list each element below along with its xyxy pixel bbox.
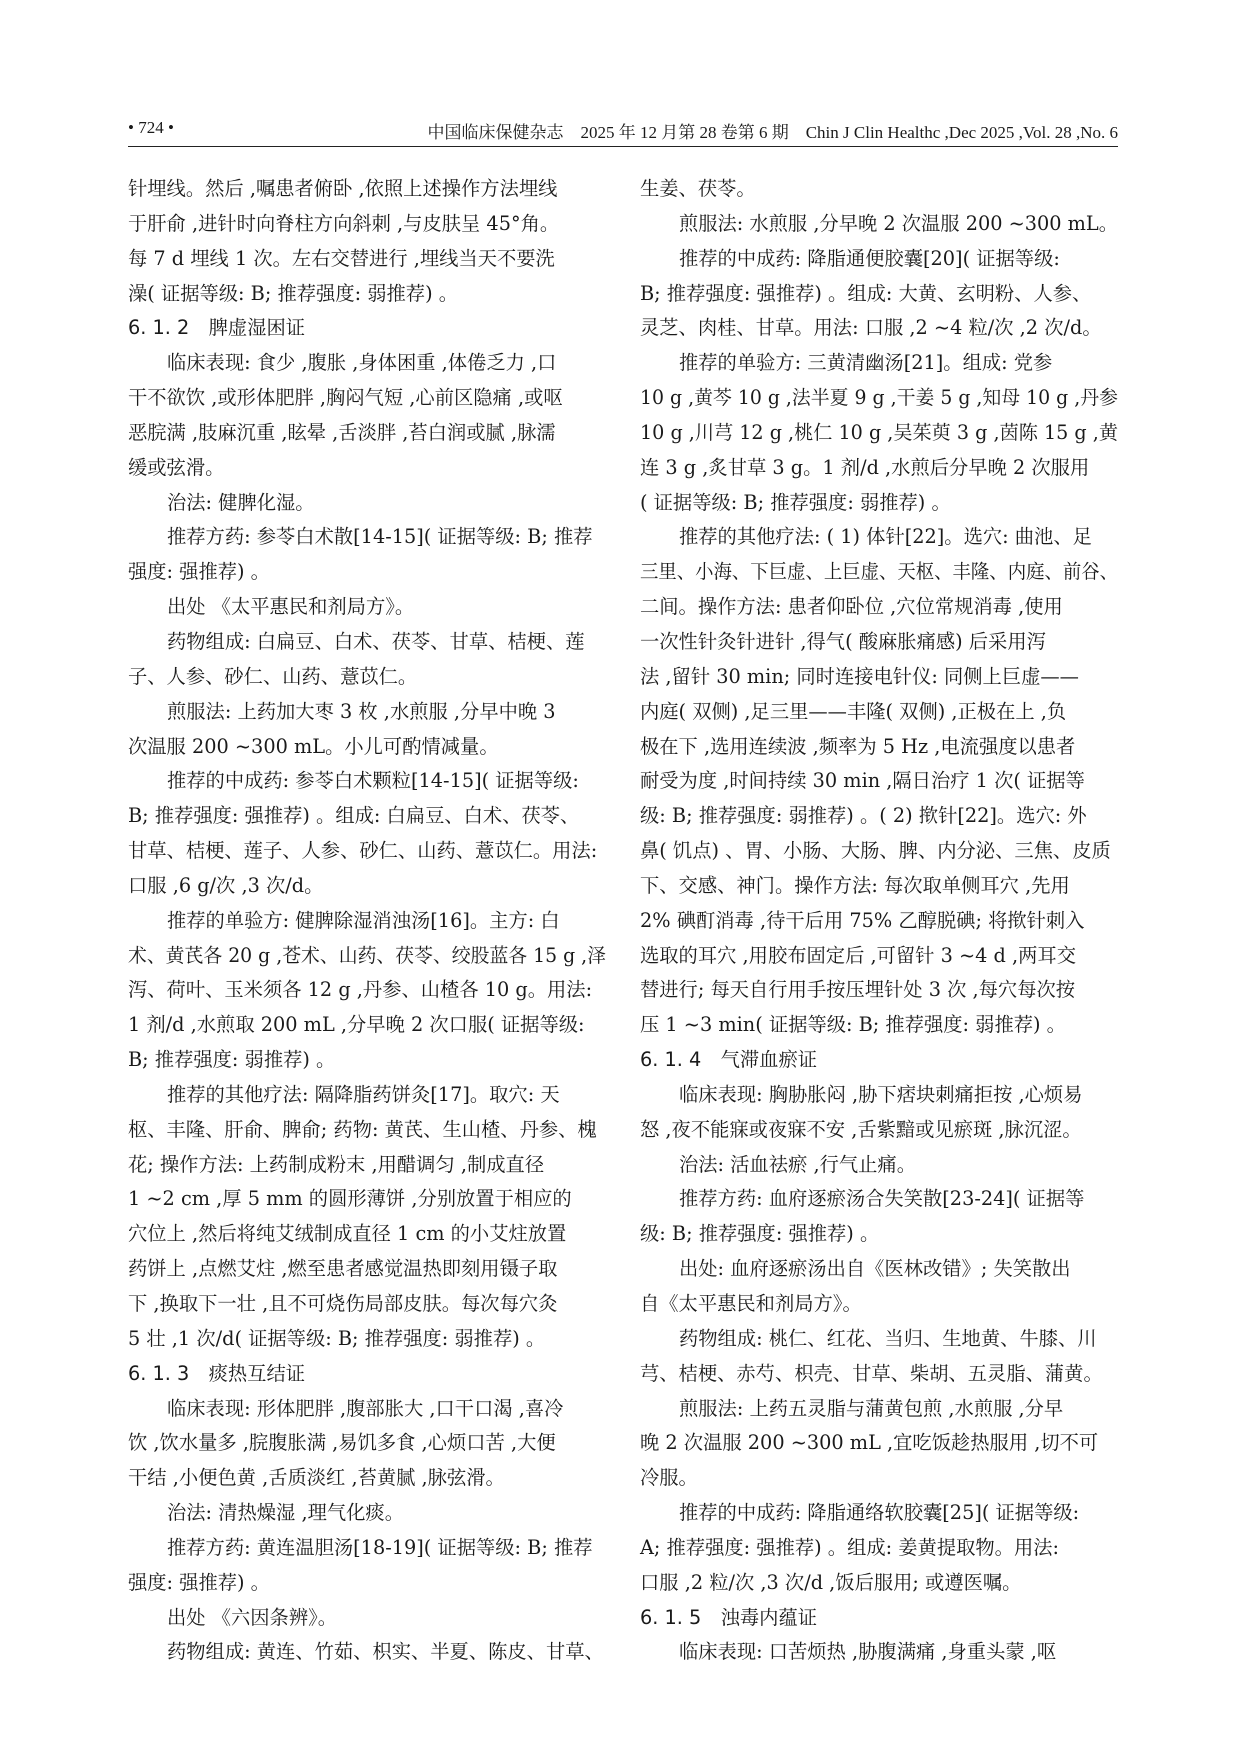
text-line: 临床表现: 形体肥胖 ,腹部胀大 ,口干口渴 ,喜冷 (167, 1396, 564, 1420)
text-line: 1 剂/d ,水煎取 200 mL ,分早晚 2 次口服( 证据等级: (128, 1013, 585, 1037)
text-line: 推荐的单验方: 健脾除湿消浊汤[16]。主方: 白 (167, 908, 560, 932)
text-line: 极在下 ,选用连续波 ,频率为 5 Hz ,电流强度以患者 (640, 734, 1076, 758)
text-line: 枢、丰隆、肝俞、脾俞; 药物: 黄芪、生山楂、丹参、槐 (128, 1117, 597, 1141)
text-line: 1 ~2 cm ,厚 5 mm 的圆形薄饼 ,分别放置于相应的 (128, 1187, 572, 1211)
text-line: 治法: 清热燥湿 ,理气化痰。 (167, 1501, 404, 1525)
text-line: 出处 《六因条辨》。 (167, 1605, 338, 1629)
text-line: 推荐方药: 血府逐瘀汤合失笑散[23-24]( 证据等 (679, 1187, 1085, 1211)
text-line: 药物组成: 白扁豆、白术、茯苓、甘草、桔梗、莲 (167, 629, 585, 653)
left-column (128, 172, 606, 1670)
text-line: 临床表现: 胸胁胀闷 ,胁下痞块刺痛拒按 ,心烦易 (679, 1082, 1083, 1106)
text-line: 强度: 强推荐) 。 (128, 1570, 270, 1594)
text-line: 临床表现: 口苦烦热 ,胁腹满痛 ,身重头蒙 ,呕 (679, 1640, 1057, 1664)
text-line: B; 推荐强度: 强推荐) 。组成: 白扁豆、白术、茯苓、 (128, 804, 580, 828)
text-line: 针埋线。然后 ,嘱患者俯卧 ,依照上述操作方法埋线 (128, 177, 558, 200)
text-line: 饮 ,饮水量多 ,脘腹胀满 ,易饥多食 ,心烦口苦 ,大便 (128, 1431, 556, 1455)
text-line: 于肝俞 ,进针时向脊柱方向斜刺 ,与皮肤呈 45°角。 (128, 211, 560, 235)
text-line: 泻、荷叶、玉米须各 12 g ,丹参、山楂各 10 g。用法: (128, 978, 593, 1002)
text-line: 生姜、茯苓。 (640, 177, 756, 200)
text-line: 一次性针灸针进针 ,得气( 酸麻胀痛感) 后采用泻 (640, 629, 1046, 653)
text-line: 10 g ,黄芩 10 g ,法半夏 9 g ,干姜 5 g ,知母 10 g ,丹参 (640, 386, 1118, 410)
section-heading: 6. 1. 5 浊毒内蕴证 (640, 1605, 818, 1629)
text-line: 子、人参、砂仁、山药、薏苡仁。 (128, 664, 418, 688)
text-line: 推荐的单验方: 三黄清幽汤[21]。组成: 党参 (679, 351, 1053, 375)
text-line: 法 ,留针 30 min; 同时连接电针仪: 同侧上巨虚—— (640, 664, 1079, 688)
text-line: 口服 ,2 粒/次 ,3 次/d ,饭后服用; 或遵医嘱。 (640, 1570, 1022, 1594)
text-line: B; 推荐强度: 弱推荐) 。 (128, 1048, 336, 1072)
text-line: 下、交感、神门。操作方法: 每次取单侧耳穴 ,先用 (640, 873, 1070, 897)
text-line: 煎服法: 上药五灵脂与蒲黄包煎 ,水煎服 ,分早 (679, 1396, 1064, 1420)
text-line: 连 3 g ,炙甘草 3 g。1 剂/d ,水煎后分早晚 2 次服用 (640, 455, 1090, 479)
text-line: 煎服法: 水煎服 ,分早晚 2 次温服 200 ~300 mL。 (678, 211, 1118, 235)
text-line: 芎、桔梗、赤芍、枳壳、甘草、柴胡、五灵脂、蒲黄。 (640, 1361, 1103, 1385)
text-line: 药物组成: 黄连、竹茹、枳实、半夏、陈皮、甘草、 (167, 1640, 604, 1664)
text-line: 推荐方药: 参苓白术散[14-15]( 证据等级: B; 推荐 (167, 525, 593, 549)
text-line: 选取的耳穴 ,用胶布固定后 ,可留针 3 ~4 d ,两耳交 (640, 943, 1076, 967)
running-header (128, 112, 1118, 147)
text-line: 次温服 200 ~300 mL。小儿可酌情减量。 (128, 734, 499, 758)
text-line: 下 ,换取下一壮 ,且不可烧伤局部皮肤。每次每穴灸 (128, 1292, 558, 1315)
text-line: 自《太平惠民和剂局方》。 (640, 1292, 862, 1315)
text-line: 澡( 证据等级: B; 推荐强度: 弱推荐) 。 (128, 281, 459, 305)
text-line: 2% 碘酊消毒 ,待干后用 75% 乙醇脱碘; 将揿针刺入 (640, 908, 1085, 932)
text-line: 鼻( 饥点) 、胃、小肠、大肠、脾、内分泌、三焦、皮质 (640, 839, 1111, 863)
text-line: 干不欲饮 ,或形体肥胖 ,胸闷气短 ,心前区隐痛 ,或呕 (128, 386, 563, 410)
text-line: 口服 ,6 g/次 ,3 次/d。 (128, 873, 324, 897)
text-line: A; 推荐强度: 强推荐) 。组成: 姜黄提取物。用法: (640, 1535, 1060, 1559)
text-line: 恶脘满 ,肢麻沉重 ,眩晕 ,舌淡胖 ,苔白润或腻 ,脉濡 (128, 420, 556, 444)
text-line: 穴位上 ,然后将纯艾绒制成直径 1 cm 的小艾炷放置 (128, 1222, 567, 1246)
text-line: 内庭( 双侧) ,足三里——丰隆( 双侧) ,正极在上 ,负 (640, 699, 1067, 723)
text-line: 出处 《太平惠民和剂局方》。 (167, 595, 415, 619)
text-line: 出处: 血府逐瘀汤出自《医林改错》; 失笑散出 (679, 1257, 1071, 1281)
text-line: 冷服。 (640, 1466, 698, 1490)
text-line: 干结 ,小便色黄 ,舌质淡红 ,苔黄腻 ,脉弦滑。 (128, 1466, 505, 1490)
text-line: ( 证据等级: B; 推荐强度: 弱推荐) 。 (640, 490, 951, 514)
text-line: 术、黄芪各 20 g ,苍术、山药、茯苓、绞股蓝各 15 g ,泽 (128, 943, 606, 967)
text-line: 二间。操作方法: 患者仰卧位 ,穴位常规消毒 ,使用 (640, 595, 1063, 619)
text-line: 10 g ,川芎 12 g ,桃仁 10 g ,吴茱萸 3 g ,茵陈 15 g ,黄 (640, 420, 1118, 444)
text-line: 晚 2 次温服 200 ~300 mL ,宜吃饭趁热服用 ,切不可 (640, 1431, 1099, 1455)
text-line: 级: B; 推荐强度: 强推荐) 。 (640, 1222, 880, 1246)
text-line: 推荐的其他疗法: ( 1) 体针[22]。选穴: 曲池、足 (679, 525, 1092, 549)
text-line: 推荐方药: 黄连温胆汤[18-19]( 证据等级: B; 推荐 (167, 1535, 593, 1559)
section-heading: 6. 1. 4 气滞血瘀证 (640, 1048, 818, 1072)
text-line: 花; 操作方法: 上药制成粉末 ,用醋调匀 ,制成直径 (128, 1152, 545, 1176)
text-line: 煎服法: 上药加大枣 3 枚 ,水煎服 ,分早中晚 3 (167, 699, 556, 723)
text-line: 替进行; 每天自行用手按压埋针处 3 次 ,每穴每次按 (640, 978, 1076, 1002)
text-line: 推荐的中成药: 降脂通络软胶囊[25]( 证据等级: (679, 1501, 1080, 1525)
text-line: 治法: 健脾化湿。 (167, 490, 315, 514)
text-line: 三里、小海、下巨虚、上巨虚、天枢、丰隆、内庭、前谷、 (640, 560, 1118, 584)
journal-citation: 中国临床保健杂志 2025 年 12 月第 28 卷第 6 期 Chin J Clin Healthc ,Dec 2025 ,Vol. 28 ,No. 6 (427, 123, 1118, 142)
text-line: 药物组成: 桃仁、红花、当归、生地黄、牛膝、川 (679, 1326, 1097, 1350)
text-line: 级: B; 推荐强度: 弱推荐) 。( 2) 揿针[22]。选穴: 外 (640, 804, 1087, 828)
text-line: 药饼上 ,点燃艾炷 ,燃至患者感觉温热即刻用镊子取 (128, 1257, 558, 1281)
text-line: B; 推荐强度: 强推荐) 。组成: 大黄、玄明粉、人参、 (640, 281, 1092, 305)
text-line: 临床表现: 食少 ,腹胀 ,身体困重 ,体倦乏力 ,口 (167, 351, 557, 375)
text-line: 缓或弦滑。 (128, 455, 225, 479)
section-heading: 6. 1. 3 痰热互结证 (128, 1361, 306, 1385)
text-line: 压 1 ~3 min( 证据等级: B; 推荐强度: 弱推荐) 。 (640, 1013, 1066, 1037)
right-column (640, 172, 1118, 1670)
text-line: 每 7 d 埋线 1 次。左右交替进行 ,埋线当天不要洗 (128, 246, 555, 270)
text-line: 推荐的其他疗法: 隔降脂药饼灸[17]。取穴: 天 (167, 1082, 560, 1106)
page-number: • 724 • (128, 118, 174, 137)
text-line: 治法: 活血祛瘀 ,行气止痛。 (679, 1152, 916, 1176)
text-line: 5 壮 ,1 次/d( 证据等级: B; 推荐强度: 弱推荐) 。 (128, 1326, 546, 1350)
text-line: 怒 ,夜不能寐或夜寐不安 ,舌紫黯或见瘀斑 ,脉沉涩。 (640, 1117, 1082, 1141)
text-line: 推荐的中成药: 降脂通便胶囊[20]( 证据等级: (679, 246, 1060, 270)
text-line: 灵芝、肉桂、甘草。用法: 口服 ,2 ~4 粒/次 ,2 次/d。 (640, 316, 1102, 340)
section-heading: 6. 1. 2 脾虚湿困证 (128, 316, 306, 340)
text-line: 甘草、桔梗、莲子、人参、砂仁、山药、薏苡仁。用法: (128, 839, 598, 863)
text-line: 耐受为度 ,时间持续 30 min ,隔日治疗 1 次( 证据等 (640, 769, 1085, 793)
text-line: 强度: 强推荐) 。 (128, 560, 270, 584)
text-line: 推荐的中成药: 参苓白术颗粒[14-15]( 证据等级: (167, 769, 579, 793)
